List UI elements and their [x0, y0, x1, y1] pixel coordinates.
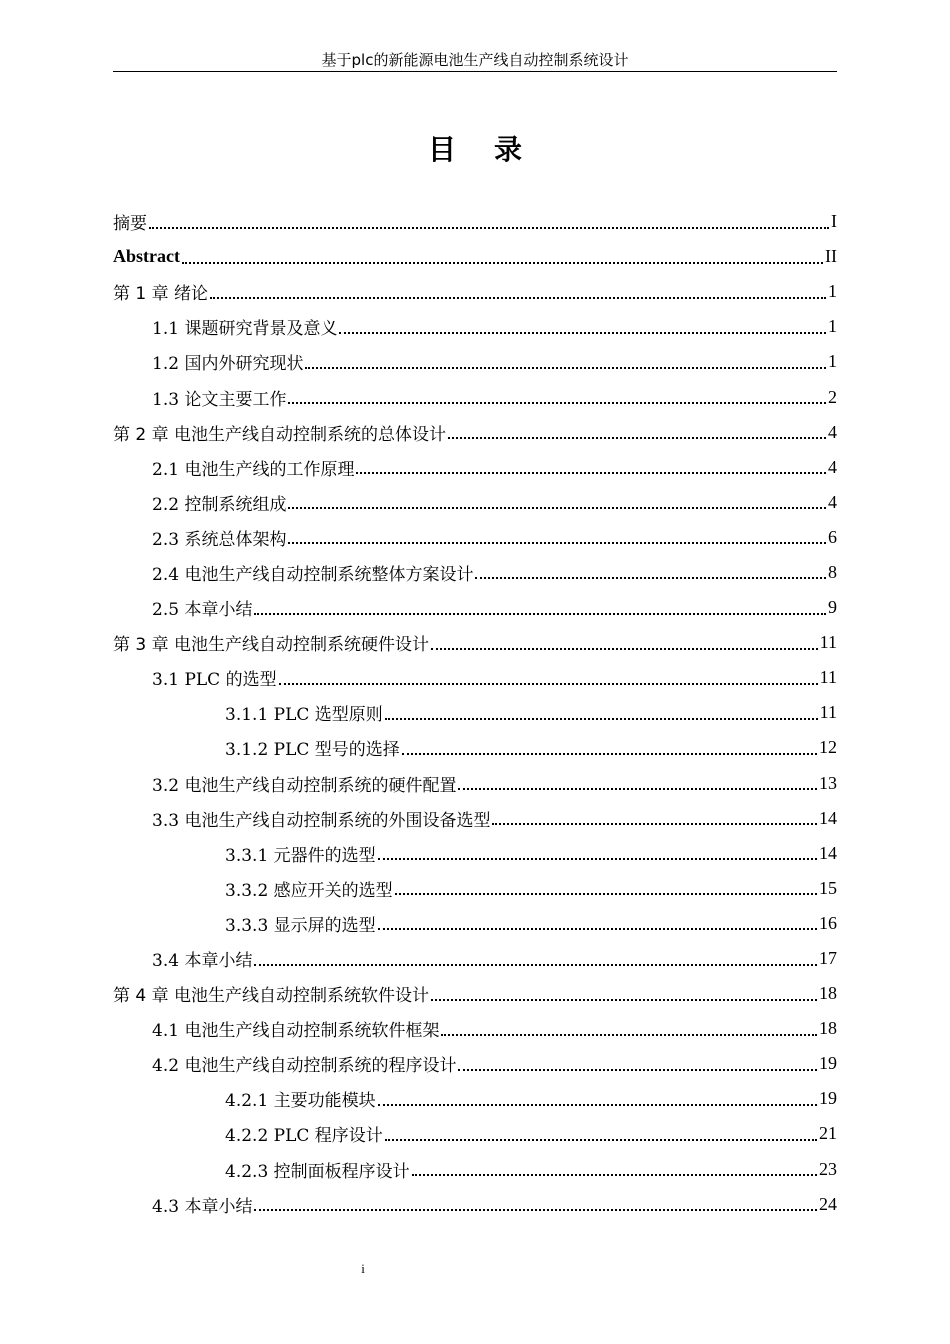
- toc-entry-label: 4.2.2 PLC 程序设计: [225, 1126, 383, 1147]
- toc-entry[interactable]: [113, 695, 837, 730]
- toc-entry[interactable]: [113, 625, 837, 660]
- toc-entry[interactable]: [113, 1187, 837, 1222]
- toc-entry[interactable]: [113, 766, 837, 801]
- toc-entry[interactable]: [113, 590, 837, 625]
- toc-entry-label: 2.2 控制系统组成: [152, 494, 287, 515]
- toc-entry-page: 18: [819, 983, 837, 1004]
- toc-entry[interactable]: [113, 485, 837, 520]
- toc-entry-label: 3.3.2 感应开关的选型: [225, 880, 393, 901]
- dot-leader: [210, 297, 826, 299]
- dot-leader: [378, 1104, 817, 1106]
- toc-entry-label: 3.3 电池生产线自动控制系统的外围设备选型: [152, 810, 491, 831]
- toc-entry-label: 3.1 PLC 的选型: [152, 670, 277, 691]
- toc-entry[interactable]: [113, 1152, 837, 1187]
- toc-entry-page: 4: [828, 491, 837, 512]
- toc-entry[interactable]: [113, 309, 837, 344]
- toc-entry-page: 4: [828, 421, 837, 442]
- toc-entry-label: 3.3.3 显示屏的选型: [225, 915, 376, 936]
- dot-leader: [182, 262, 823, 264]
- toc-entry[interactable]: [113, 415, 837, 450]
- toc-entry[interactable]: [113, 379, 837, 414]
- toc-entry-page: I: [831, 211, 837, 232]
- toc-entry[interactable]: [113, 941, 837, 976]
- dot-leader: [254, 964, 817, 966]
- dot-leader: [475, 577, 826, 579]
- toc-entry-label: 第 1 章 绪论: [113, 284, 209, 305]
- toc-entry-page: 19: [819, 1088, 837, 1109]
- toc-entry-page: 14: [819, 842, 837, 863]
- toc-entry-page: 8: [828, 561, 837, 582]
- dot-leader: [431, 648, 818, 650]
- toc-entry-page: 21: [819, 1123, 837, 1144]
- dot-leader: [395, 893, 817, 895]
- toc-entry[interactable]: [113, 871, 837, 906]
- toc-entry-page: 11: [819, 667, 837, 688]
- running-header: 基于plc的新能源电池生产线自动控制系统设计: [321, 51, 629, 69]
- toc-entry-page: 4: [828, 456, 837, 477]
- toc-entry[interactable]: [113, 660, 837, 695]
- dot-leader: [431, 999, 817, 1001]
- toc-entry-page: 12: [819, 737, 837, 758]
- toc-entry[interactable]: [113, 1046, 837, 1081]
- toc-entry-label: 3.4 本章小结: [152, 951, 253, 972]
- toc-entry-label: 2.1 电池生产线的工作原理: [152, 459, 355, 480]
- dot-leader: [288, 542, 826, 544]
- toc-entry-label: 1.2 国内外研究现状: [152, 354, 304, 375]
- toc-entry[interactable]: [113, 204, 837, 239]
- dot-leader: [356, 472, 826, 474]
- dot-leader: [458, 788, 817, 790]
- dot-leader: [441, 1034, 817, 1036]
- toc-entry-label: 4.3 本章小结: [152, 1196, 253, 1217]
- dot-leader: [385, 1139, 817, 1141]
- toc-entry-label: 1.1 课题研究背景及意义: [152, 319, 338, 340]
- toc-entry[interactable]: [113, 239, 837, 274]
- table-of-contents: [113, 204, 837, 1222]
- toc-entry-label: 摘要: [113, 214, 147, 235]
- dot-leader: [254, 1209, 817, 1211]
- page-title: 目录: [427, 133, 560, 166]
- toc-entry-label: 2.3 系统总体架构: [152, 529, 287, 550]
- toc-entry-page: 18: [819, 1018, 837, 1039]
- toc-entry-page: 19: [819, 1053, 837, 1074]
- dot-leader: [448, 437, 826, 439]
- dot-leader: [254, 613, 826, 615]
- toc-entry[interactable]: [113, 1116, 837, 1151]
- toc-entry-page: 11: [819, 702, 837, 723]
- toc-entry-label: 4.2.3 控制面板程序设计: [225, 1161, 410, 1182]
- toc-entry[interactable]: [113, 1011, 837, 1046]
- dot-leader: [339, 332, 826, 334]
- toc-entry-page: 23: [819, 1158, 837, 1179]
- toc-entry-label: Abstract: [113, 246, 180, 267]
- dot-leader: [378, 928, 817, 930]
- toc-entry-page: 24: [819, 1193, 837, 1214]
- toc-entry-page: 11: [819, 632, 837, 653]
- toc-entry-label: 4.2.1 主要功能模块: [225, 1091, 376, 1112]
- page-number: i: [361, 1261, 365, 1276]
- toc-entry[interactable]: [113, 520, 837, 555]
- dot-leader: [279, 683, 818, 685]
- toc-entry-label: 第 4 章 电池生产线自动控制系统软件设计: [113, 986, 430, 1007]
- dot-leader: [149, 227, 829, 229]
- toc-entry-label: 3.2 电池生产线自动控制系统的硬件配置: [152, 775, 457, 796]
- toc-entry-label: 3.3.1 元器件的选型: [225, 845, 376, 866]
- toc-entry[interactable]: [113, 555, 837, 590]
- dot-leader: [378, 858, 817, 860]
- toc-entry[interactable]: [113, 274, 837, 309]
- toc-entry-page: 15: [819, 877, 837, 898]
- dot-leader: [385, 718, 818, 720]
- dot-leader: [412, 1174, 817, 1176]
- toc-entry-label: 4.1 电池生产线自动控制系统软件框架: [152, 1021, 440, 1042]
- toc-entry-label: 3.1.2 PLC 型号的选择: [225, 740, 400, 761]
- toc-entry-label: 2.4 电池生产线自动控制系统整体方案设计: [152, 564, 474, 585]
- dot-leader: [288, 402, 826, 404]
- toc-entry-page: 1: [828, 351, 837, 372]
- toc-entry[interactable]: [113, 730, 837, 765]
- dot-leader: [288, 507, 826, 509]
- toc-entry-page: 6: [828, 526, 837, 547]
- toc-entry-page: 1: [828, 281, 837, 302]
- toc-entry[interactable]: [113, 1081, 837, 1116]
- toc-entry-page: 14: [819, 807, 837, 828]
- dot-leader: [305, 367, 826, 369]
- toc-entry-label: 第 3 章 电池生产线自动控制系统硬件设计: [113, 635, 430, 656]
- dot-leader: [402, 753, 817, 755]
- header-divider: [113, 71, 837, 72]
- toc-entry-label: 3.1.1 PLC 选型原则: [225, 705, 383, 726]
- toc-entry-label: 2.5 本章小结: [152, 600, 253, 621]
- dot-leader: [492, 823, 817, 825]
- toc-entry[interactable]: [113, 836, 837, 871]
- toc-entry-page: 9: [828, 597, 837, 618]
- toc-entry[interactable]: [113, 976, 837, 1011]
- toc-entry-page: II: [825, 246, 837, 267]
- toc-entry[interactable]: [113, 801, 837, 836]
- dot-leader: [458, 1069, 817, 1071]
- toc-entry[interactable]: [113, 344, 837, 379]
- toc-entry-page: 1: [828, 316, 837, 337]
- toc-entry[interactable]: [113, 906, 837, 941]
- toc-entry[interactable]: [113, 450, 837, 485]
- toc-entry-page: 2: [828, 386, 837, 407]
- toc-entry-label: 第 2 章 电池生产线自动控制系统的总体设计: [113, 424, 447, 445]
- toc-entry-page: 13: [819, 772, 837, 793]
- toc-entry-label: 4.2 电池生产线自动控制系统的程序设计: [152, 1056, 457, 1077]
- toc-entry-page: 16: [819, 912, 837, 933]
- toc-entry-page: 17: [819, 948, 837, 969]
- toc-entry-label: 1.3 论文主要工作: [152, 389, 287, 410]
